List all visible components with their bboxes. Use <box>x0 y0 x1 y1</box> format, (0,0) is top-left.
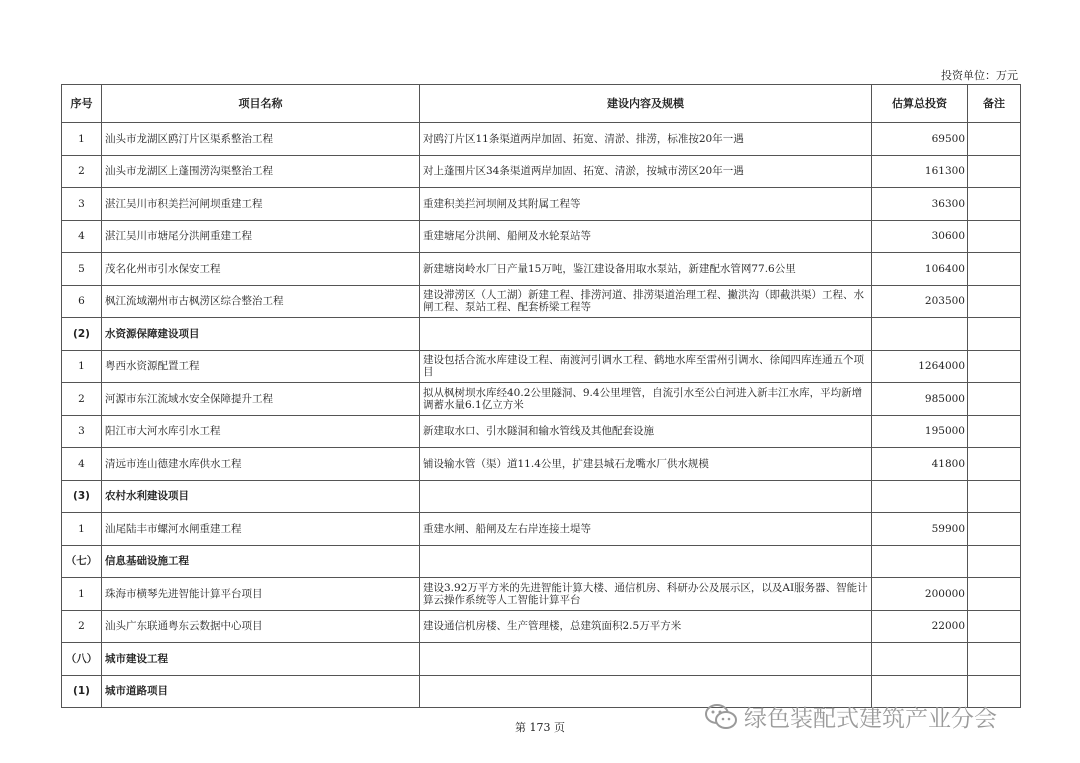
wechat-icon <box>704 702 738 732</box>
cell-note <box>968 383 1021 416</box>
cell-investment <box>872 318 968 351</box>
cell-name: 农村水利建设项目 <box>102 480 420 513</box>
cell-content: 建设滞涝区（人工湖）新建工程、排涝河道、排涝渠道治理工程、撇洪沟（即截洪渠）工程、水闸工程、泵站工程、配套桥梁工程等 <box>420 285 872 318</box>
cell-no: 3 <box>62 188 102 221</box>
cell-no: 2 <box>62 155 102 188</box>
cell-investment: 985000 <box>872 383 968 416</box>
table-row <box>62 188 1021 221</box>
cell-no: (3) <box>62 480 102 513</box>
cell-investment: 59900 <box>872 513 968 546</box>
cell-investment: 36300 <box>872 188 968 221</box>
cell-investment: 41800 <box>872 448 968 481</box>
cell-content: 建设通信机房楼、生产管理楼，总建筑面积2.5万平方米 <box>420 610 872 643</box>
cell-name: 河源市东江流域水安全保障提升工程 <box>102 383 420 416</box>
watermark <box>704 700 997 733</box>
watermark-text: 绿色装配式建筑产业分会 <box>744 706 997 732</box>
investment-unit-label: 投资单位：万元 <box>941 69 1018 82</box>
cell-investment: 30600 <box>872 220 968 253</box>
table-row <box>62 578 1021 611</box>
cell-note <box>968 188 1021 221</box>
header-note: 备注 <box>968 85 1021 123</box>
cell-content: 重建水闸、船闸及左右岸连接土堤等 <box>420 513 872 546</box>
table-body <box>62 123 1021 708</box>
cell-note <box>968 253 1021 286</box>
cell-content: 铺设输水管（渠）道11.4公里，扩建县城石龙嘴水厂供水规模 <box>420 448 872 481</box>
cell-name: 汕头市龙湖区上蓬围涝沟渠整治工程 <box>102 155 420 188</box>
cell-name: 湛江吴川市塘尾分洪闸重建工程 <box>102 220 420 253</box>
table-row <box>62 415 1021 448</box>
cell-note <box>968 610 1021 643</box>
cell-name: 城市道路项目 <box>102 675 420 708</box>
cell-name: 信息基础设施工程 <box>102 545 420 578</box>
section-row <box>62 480 1021 513</box>
cell-content: 拟从枫树坝水库经40.2公里隧洞、9.4公里埋管，自流引水至公白河进入新丰江水库，平均新增调蓄水量6.1亿立方米 <box>420 383 872 416</box>
cell-name: 水资源保障建设项目 <box>102 318 420 351</box>
cell-investment: 195000 <box>872 415 968 448</box>
cell-note <box>968 643 1021 676</box>
cell-note <box>968 285 1021 318</box>
cell-note <box>968 480 1021 513</box>
cell-note <box>968 220 1021 253</box>
cell-no: 4 <box>62 220 102 253</box>
table-row <box>62 448 1021 481</box>
cell-content <box>420 643 872 676</box>
section-row <box>62 643 1021 676</box>
cell-name: 阳江市大河水库引水工程 <box>102 415 420 448</box>
cell-name: 粤西水资源配置工程 <box>102 350 420 383</box>
cell-no: 4 <box>62 448 102 481</box>
cell-investment <box>872 480 968 513</box>
table-row <box>62 220 1021 253</box>
cell-investment: 69500 <box>872 123 968 156</box>
cell-name: 枫江流域潮州市古枫涝区综合整治工程 <box>102 285 420 318</box>
cell-content: 新建塘岗岭水厂日产量15万吨，鉴江建设备用取水泵站，新建配水管网77.6公里 <box>420 253 872 286</box>
table-row <box>62 513 1021 546</box>
cell-name: 湛江吴川市积美拦河闸坝重建工程 <box>102 188 420 221</box>
cell-no: (2) <box>62 318 102 351</box>
cell-name: 汕头广东联通粤东云数据中心项目 <box>102 610 420 643</box>
cell-note <box>968 513 1021 546</box>
cell-content <box>420 318 872 351</box>
table-row <box>62 155 1021 188</box>
cell-name: 茂名化州市引水保安工程 <box>102 253 420 286</box>
table-row <box>62 350 1021 383</box>
cell-no: 1 <box>62 123 102 156</box>
section-row <box>62 318 1021 351</box>
cell-content: 对上蓬围片区34条渠道两岸加固、拓宽、清淤，按城市涝区20年一遇 <box>420 155 872 188</box>
table-row <box>62 610 1021 643</box>
cell-content <box>420 545 872 578</box>
cell-content: 新建取水口、引水隧洞和输水管线及其他配套设施 <box>420 415 872 448</box>
cell-no: （八） <box>62 643 102 676</box>
cell-investment: 106400 <box>872 253 968 286</box>
project-table <box>61 84 1021 708</box>
cell-content: 重建积美拦河坝闸及其附属工程等 <box>420 188 872 221</box>
cell-name: 汕尾陆丰市螺河水闸重建工程 <box>102 513 420 546</box>
cell-name: 清远市连山德建水库供水工程 <box>102 448 420 481</box>
cell-note <box>968 448 1021 481</box>
cell-no: 3 <box>62 415 102 448</box>
cell-note <box>968 545 1021 578</box>
cell-investment <box>872 643 968 676</box>
cell-note <box>968 318 1021 351</box>
cell-no: (1) <box>62 675 102 708</box>
cell-note <box>968 123 1021 156</box>
cell-no: 1 <box>62 350 102 383</box>
cell-name: 城市建设工程 <box>102 643 420 676</box>
table-header-row <box>62 85 1021 123</box>
header-name: 项目名称 <box>102 85 420 123</box>
cell-investment: 1264000 <box>872 350 968 383</box>
cell-name: 珠海市横琴先进智能计算平台项目 <box>102 578 420 611</box>
cell-note <box>968 155 1021 188</box>
cell-name: 汕头市龙湖区鸥汀片区渠系整治工程 <box>102 123 420 156</box>
cell-content: 对鸥汀片区11条渠道两岸加固、拓宽、清淤、排涝，标准按20年一遇 <box>420 123 872 156</box>
cell-investment <box>872 545 968 578</box>
cell-no: 2 <box>62 610 102 643</box>
cell-note <box>968 415 1021 448</box>
table-row <box>62 383 1021 416</box>
cell-investment: 22000 <box>872 610 968 643</box>
cell-no: 5 <box>62 253 102 286</box>
cell-investment: 203500 <box>872 285 968 318</box>
cell-content: 建设包括合流水库建设工程、南渡河引调水工程、鹤地水库至雷州引调水、徐闻四库连通五个项目 <box>420 350 872 383</box>
cell-content: 建设3.92万平方米的先进智能计算大楼、通信机房、科研办公及展示区，以及AI服务器、智能计算云操作系统等人工智能计算平台 <box>420 578 872 611</box>
header-content: 建设内容及规模 <box>420 85 872 123</box>
cell-content: 重建塘尾分洪闸、船闸及水轮泵站等 <box>420 220 872 253</box>
cell-investment: 200000 <box>872 578 968 611</box>
cell-investment: 161300 <box>872 155 968 188</box>
page-number: 第 173 页 <box>515 721 565 734</box>
cell-no: 2 <box>62 383 102 416</box>
section-row <box>62 545 1021 578</box>
cell-content <box>420 480 872 513</box>
cell-note <box>968 350 1021 383</box>
cell-note <box>968 578 1021 611</box>
header-no: 序号 <box>62 85 102 123</box>
table-row <box>62 253 1021 286</box>
header-investment: 估算总投资 <box>872 85 968 123</box>
cell-no: （七） <box>62 545 102 578</box>
cell-no: 1 <box>62 513 102 546</box>
cell-no: 6 <box>62 285 102 318</box>
cell-no: 1 <box>62 578 102 611</box>
table-row <box>62 123 1021 156</box>
table-row <box>62 285 1021 318</box>
